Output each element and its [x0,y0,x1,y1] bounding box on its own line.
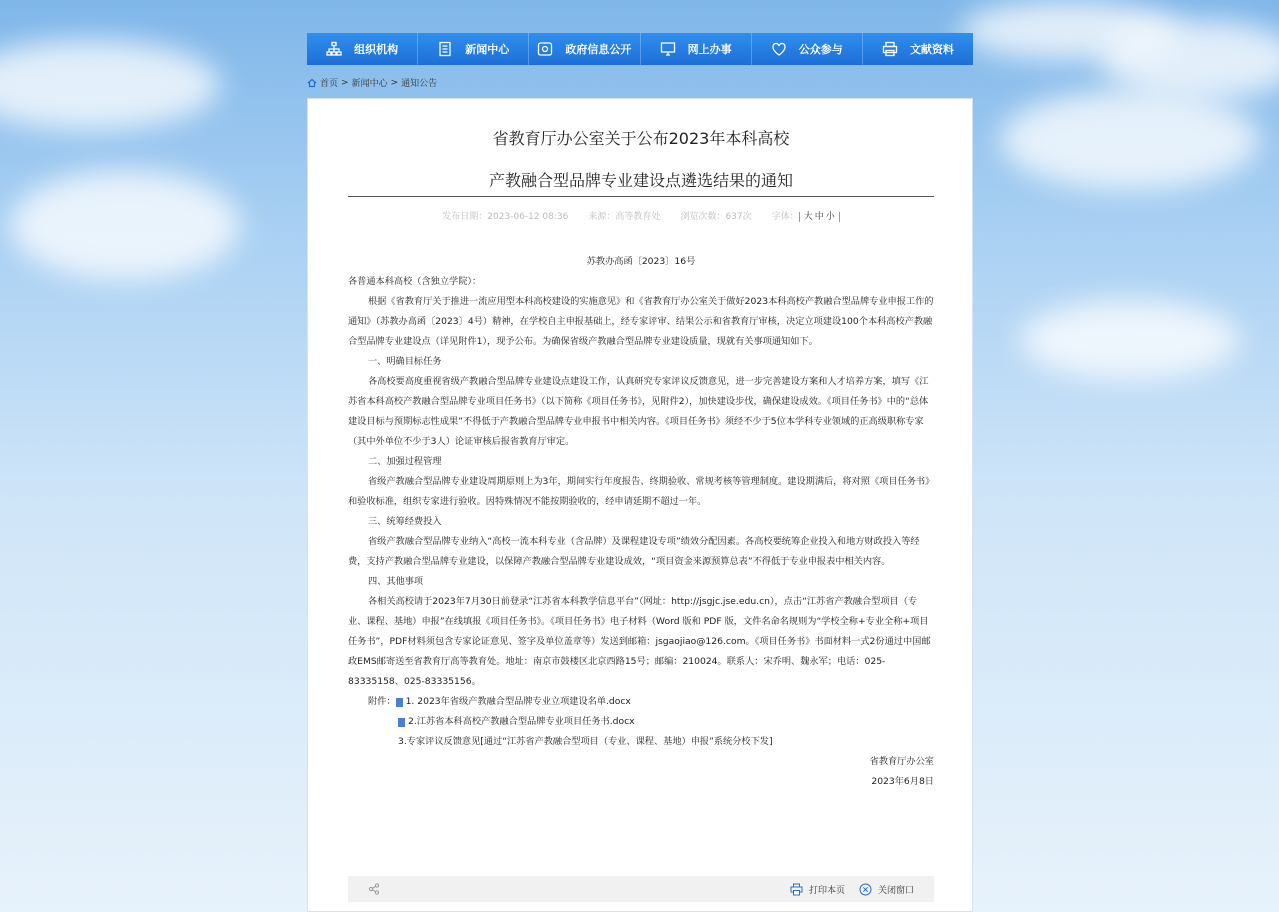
font-medium-button[interactable]: 中 [814,212,824,222]
section-body: 各相关高校请于2023年7月30日前登录“江苏省本科教学信息平台”（网址：http://jsgjc.jse.edu.cn），点击“江苏省产教融合型项目（专业、课程、基地）申报”在线填报《项目任务书》。《项目任务书》电子材料（Word 版和 PDF 版，文件名命名规则为“学校全称+专业全称+项目任务书”，PDF材料须包含专家论证意见、签字及单位盖章等）发送到邮箱：jsgaojiao@126.com。《项目任务书》书面材料一式2份通过中国邮政EMS邮寄送至省教育厅高等教育处。地址：南京市鼓楼区北京西路15号；邮编：210024。联系人：宋乔明、魏永军；电话：025-83335158、025-83335156。 [348,596,931,687]
breadcrumb-separator: > [390,77,399,88]
publish-date: 发布日期：2023-06-12 08:36 [442,212,569,222]
nav-item-news[interactable] [418,33,529,65]
font-size-switcher [799,212,840,222]
article-toolbar [348,876,934,902]
addressee: 各普通本科高校（含独立学院）： [348,276,482,287]
docx-file-icon [398,718,405,727]
attachments-label: 附件： [368,696,396,707]
section-body: 省级产教融合型品牌专业建设周期原则上为3年，期间实行年度报告、终期验收、常规考核等管理制度。建设期满后，将对照《项目任务书》和验收标准，组织专家进行验收。因特殊情况不能按期验收的，经申请延期不超过一年。 [348,476,930,507]
close-icon [859,883,872,896]
section-heading: 三、统筹经费投入 [368,516,442,527]
article-body [348,252,934,792]
nav-label: 网上办事 [687,43,732,56]
article-title-line-1: 省教育厅办公室关于公布2023年本科高校 [492,129,790,148]
font-size-label: 字体： [771,212,799,222]
cloud-decoration [1020,300,1240,380]
attachment-row [348,712,934,732]
sign-date: 2023年6月8日 [871,776,934,787]
section-heading: 四、其他事项 [368,576,424,587]
article-source: 来源：高等教育处 [588,212,661,222]
view-count: 浏览次数：637次 [680,212,752,222]
print-button[interactable] [790,883,845,896]
news-doc-icon [437,41,453,57]
breadcrumb-notice[interactable]: 通知公告 [401,79,438,89]
top-navigation [307,33,973,65]
breadcrumb-home[interactable]: 首页 [320,79,339,89]
monitor-icon [660,41,676,57]
attachment-row [348,692,934,712]
attachment-link[interactable]: 1. 2023年省级产教融合型品牌专业立项建设名单.docx [405,696,631,707]
nav-item-documents[interactable] [863,33,973,65]
breadcrumb [307,76,437,89]
attachment-link[interactable]: 2.江苏省本科高校产教融合型品牌专业项目任务书.docx [408,716,635,727]
eye-icon [537,41,553,57]
cloud-decoration [10,170,240,280]
cloud-decoration [1000,90,1260,190]
nav-label: 公众参与 [798,43,843,56]
section-heading: 二、加强过程管理 [368,456,442,467]
nav-item-organization[interactable] [307,33,418,65]
share-icon[interactable] [368,883,380,895]
close-window-button[interactable] [859,883,914,896]
nav-label: 新闻中心 [465,43,510,56]
nav-item-gov-info[interactable] [529,33,640,65]
section-body: 各高校要高度重视省级产教融合型品牌专业建设点建设工作，认真研究专家评议反馈意见，进一步完善建设方案和人才培养方案，填写《江苏省本科高校产教融合型品牌专业项目任务书》（以下简称《项目任务书》，见附件2），加快建设步伐，确保建设成效。《项目任务书》中的“总体建设目标与预期标志性成果”不得低于产教融合型品牌专业申报书中相关内容。《项目任务书》须经不少于5位本学科专业领域的正高级职称专家（其中外单位不少于3人）论证审核后报省教育厅审定。 [348,376,929,447]
docx-file-icon [396,698,403,707]
nav-label: 政府信息公开 [565,43,632,56]
section-body: 省级产教融合型品牌专业纳入“高校一流本科专业（含品牌）及课程建设专项”绩效分配因素。各高校要统筹企业投入和地方财政投入等经费，支持产教融合型品牌专业建设，以保障产教融合型品牌专业建设成效，“项目资金来源预算总表”不得低于专业申报表中相关内容。 [348,536,920,567]
org-chart-icon [326,41,342,57]
intro-paragraph: 根据《省教育厅关于推进一流应用型本科高校建设的实施意见》和《省教育厅办公室关于做好2023本科高校产教融合型品牌专业申报工作的通知》（苏教办高函〔2023〕4号）精神，在学校自主申报基础上，经专家评审、结果公示和省教育厅审核，决定立项建设100个本科高校产教融合型品牌专业建设点（详见附件1），现予公布。为确保省级产教融合型品牌专业建设质量，现就有关事项通知如下。 [348,296,934,347]
attachment-note: 3.专家评议反馈意见[通过“江苏省产教融合型项目（专业、课程、基地）申报”系统分校下发] [398,736,773,747]
heart-icon [771,41,787,57]
doc-number: 苏教办高函〔2023〕16号 [586,256,696,267]
home-icon [307,78,317,88]
close-label: 关闭窗口 [877,885,914,896]
print-label: 打印本页 [808,885,845,896]
printer-icon [790,883,803,896]
nav-label: 文献资料 [909,43,954,56]
signer: 省教育厅办公室 [869,756,934,767]
cloud-decoration [0,40,220,130]
font-large-button[interactable]: 大 [803,212,813,222]
section-heading: 一、明确目标任务 [368,356,442,367]
title-divider [348,196,934,197]
printer-box-icon [882,41,898,57]
font-small-button[interactable]: 小 [825,212,835,222]
article-meta [348,209,934,222]
breadcrumb-news[interactable]: 新闻中心 [351,79,388,89]
article-panel [307,98,973,912]
nav-item-public-participation[interactable] [752,33,863,65]
nav-item-online-service[interactable] [641,33,752,65]
breadcrumb-separator: > [341,77,349,88]
article-title-line-2: 产教融合型品牌专业建设点遴选结果的通知 [488,171,793,190]
nav-label: 组织机构 [354,43,399,56]
cloud-decoration [1100,20,1279,100]
